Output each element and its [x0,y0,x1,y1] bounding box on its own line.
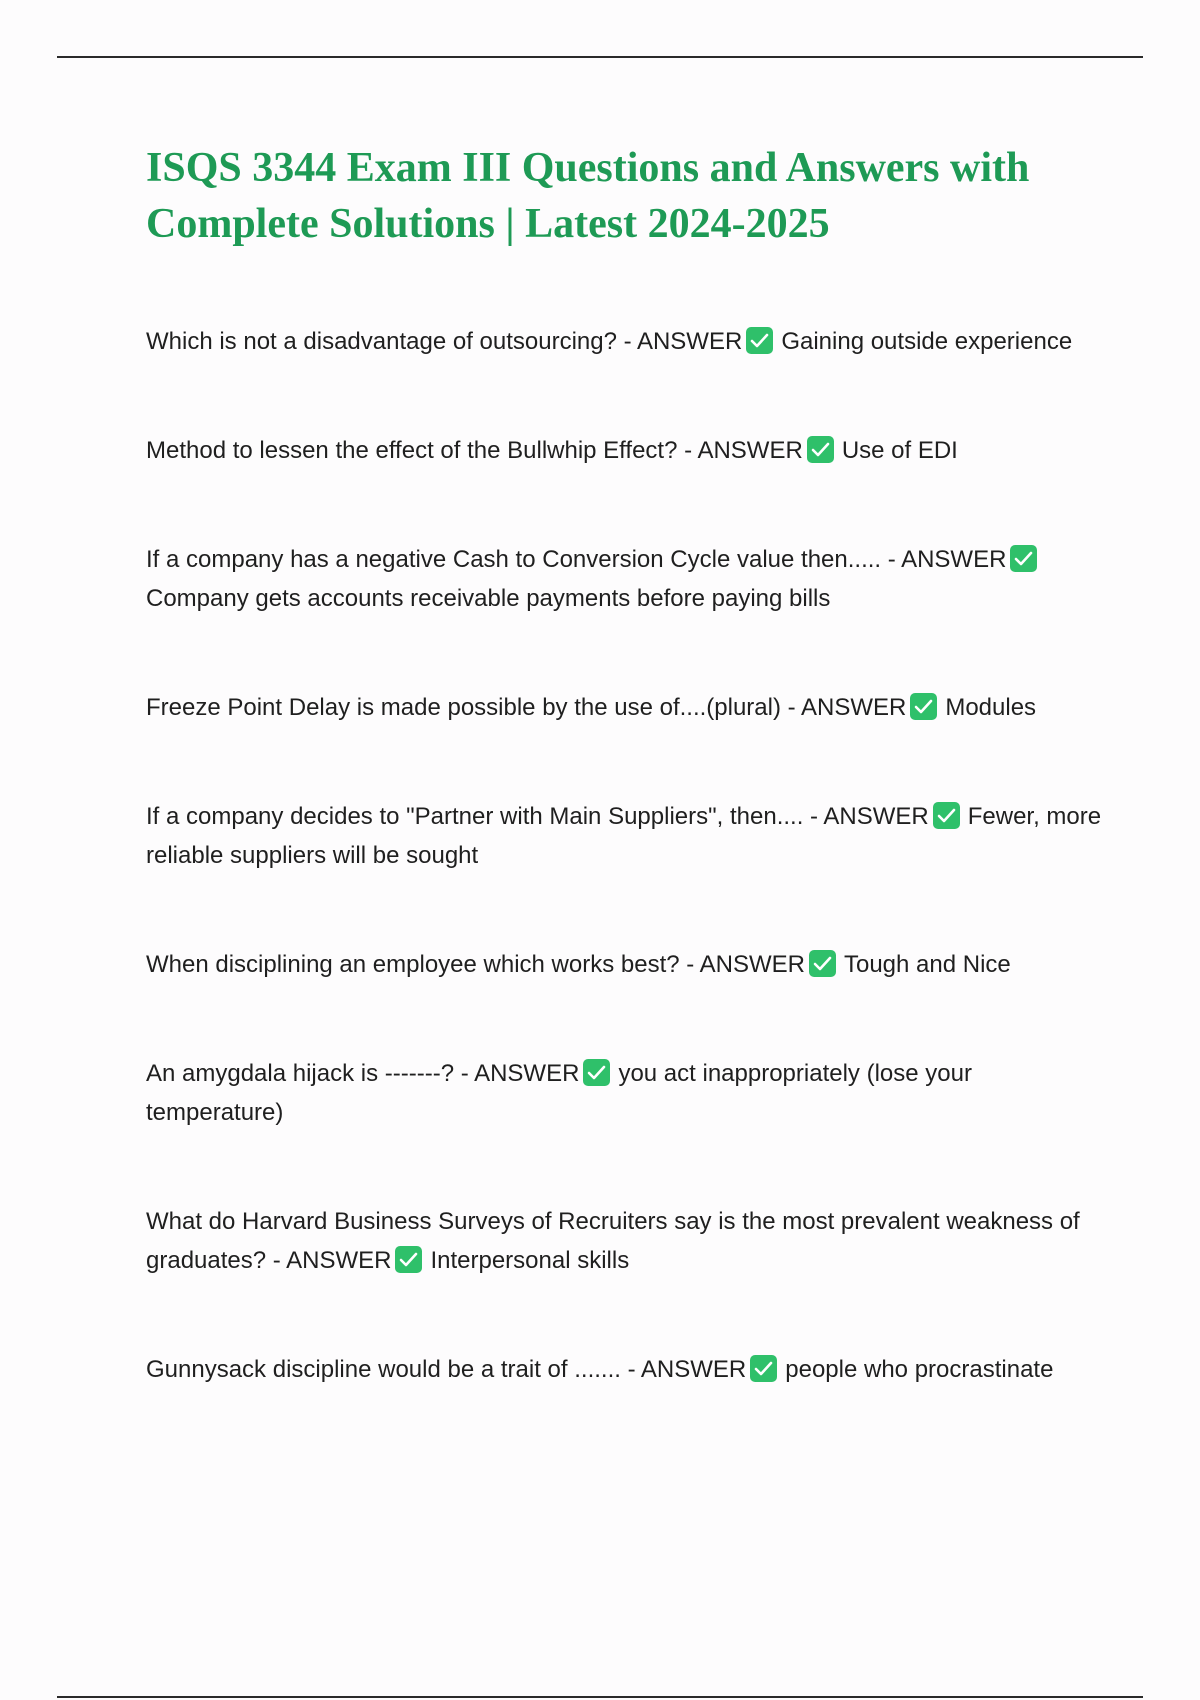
check-box-icon [750,1355,777,1382]
answer-marker: - ANSWER [623,328,743,355]
question-text: An amygdala hijack is -------? [146,1060,455,1087]
answer-text: Modules [945,694,1037,721]
qa-item [146,1054,1106,1132]
check-box-icon [809,950,836,977]
answer-text: you act inappropriately (lose your temperature) [146,1060,972,1126]
answer-marker: - ANSWER [810,803,929,830]
answer-text: Company gets accounts receivable payments before paying bills [146,585,831,612]
question-text: Gunnysack discipline would be a trait of ....... [146,1356,621,1383]
check-box-icon [395,1246,422,1273]
answer-text: Interpersonal skills [430,1247,630,1274]
top-rule [57,56,1143,58]
answer-text: Tough and Nice [843,951,1011,978]
question-text: Which is not a disadvantage of outsourcing? [146,328,617,355]
document-content [146,140,1106,1389]
qa-item [146,1350,1106,1389]
question-text: Freeze Point Delay is made possible by the use of....(plural) [146,694,781,721]
check-box-icon [910,693,937,720]
qa-list [146,322,1106,1389]
qa-item [146,688,1106,727]
check-box-icon [746,327,773,354]
qa-item [146,1202,1106,1280]
answer-text: Use of EDI [841,437,958,464]
answer-marker: - ANSWER [787,694,907,721]
check-box-icon [933,802,960,829]
qa-item [146,540,1106,618]
question-text: If a company decides to "Partner with Main Suppliers", then.... [146,803,804,830]
question-text: Method to lessen the effect of the Bullwhip Effect? [146,437,678,464]
check-box-icon [807,436,834,463]
answer-marker: - ANSWER [686,951,805,978]
question-text: When disciplining an employee which works best? [146,951,680,978]
answer-marker: - ANSWER [684,437,803,464]
answer-text: Gaining outside experience [781,328,1073,355]
document-title: ISQS 3344 Exam III Questions and Answers with Complete Solutions | Latest 2024-2025 [146,145,1030,247]
answer-marker: - ANSWER [460,1060,580,1087]
check-box-icon [583,1059,610,1086]
answer-marker: - ANSWER [887,546,1007,573]
qa-item [146,945,1106,984]
answer-text: people who procrastinate [785,1356,1054,1383]
answer-text: Fewer, more reliable suppliers will be sought [146,803,1102,869]
answer-marker: - ANSWER [627,1356,747,1383]
answer-marker: - ANSWER [272,1247,392,1274]
qa-item [146,431,1106,470]
qa-item [146,797,1106,875]
qa-item [146,322,1106,361]
question-text: What do Harvard Business Surveys of Recruiters say is the most prevalent weakness of graduates? [146,1208,1080,1274]
check-box-icon [1010,545,1037,572]
bottom-rule [57,1696,1143,1698]
question-text: If a company has a negative Cash to Conversion Cycle value then..... [146,546,882,573]
